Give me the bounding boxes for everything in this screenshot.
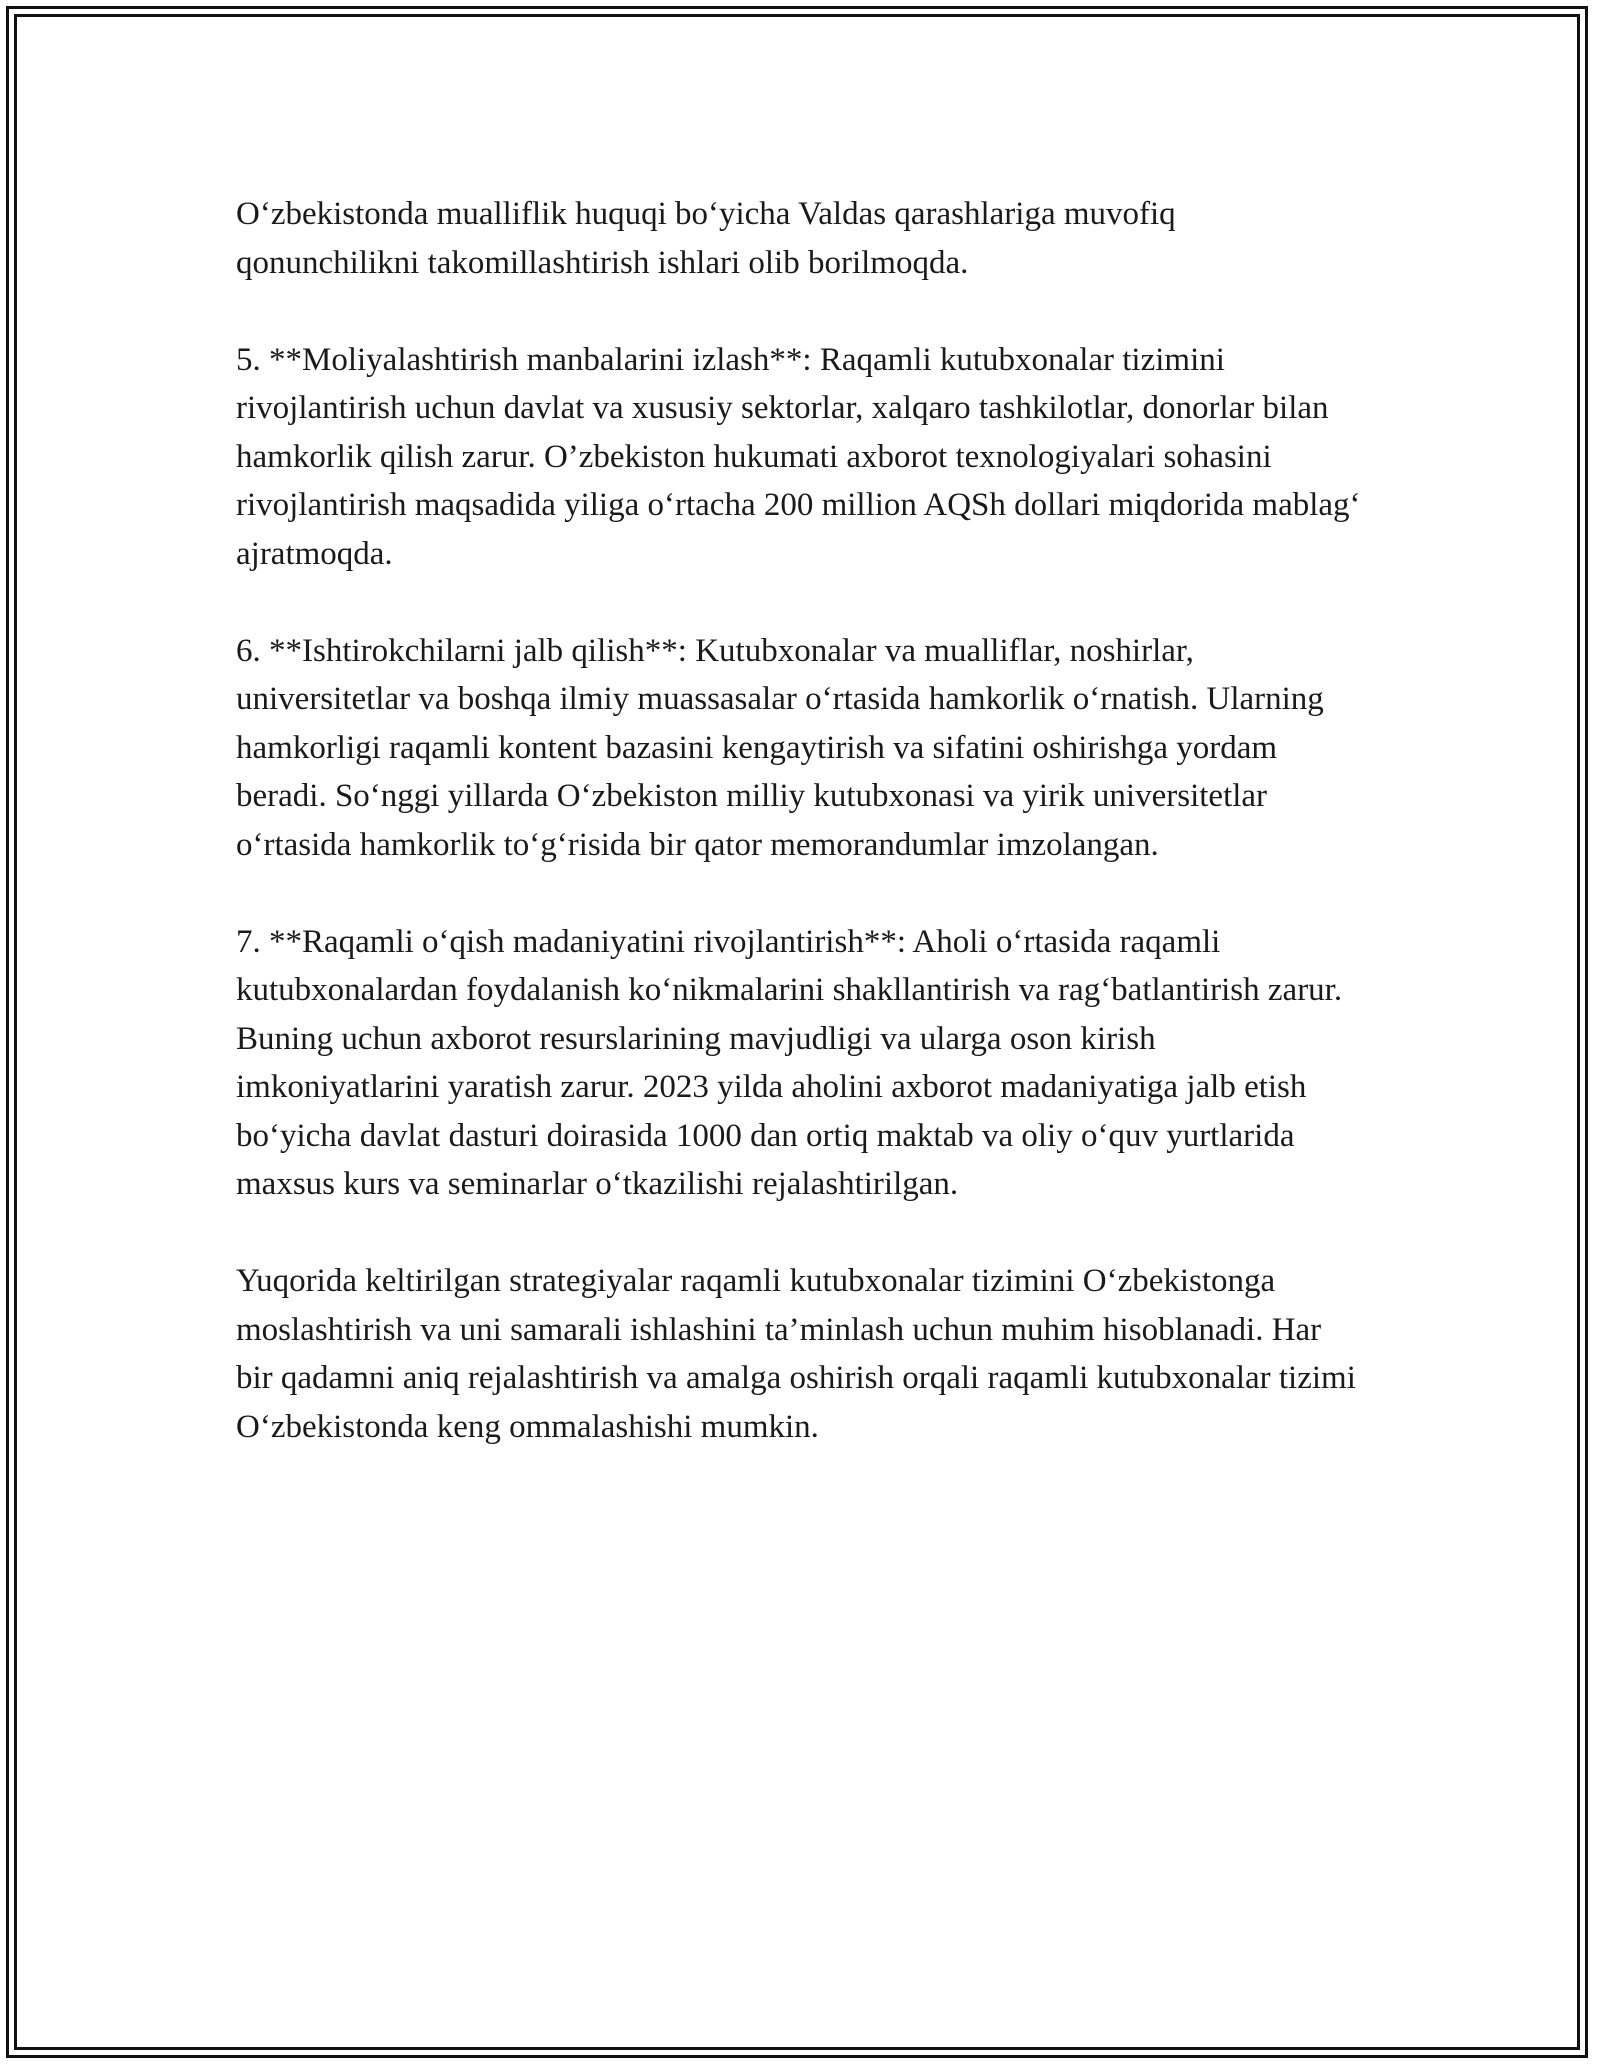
paragraph-reading-culture: 7. **Raqamli o‘qish madaniyatini rivojlantirish**: Aholi o‘rtasida raqamli kutubxonalardan foydalanish ko‘nikmalarini shakllantirish va rag‘batlantirish zarur. Buning uchun axborot resurslarining mavjudligi va ularga oson kirish imkoniyatlarini yaratish zarur. 2023 yilda aholini axborot madaniyatiga jalb etish bo‘yicha davlat dasturi doirasida 1000 dan ortiq maktab va oliy o‘quv yurtlarida maxsus kurs va seminarlar o‘tkazilishi rejalashtirilgan. (236, 923, 1343, 1202)
paragraph-funding-sources: 5. **Moliyalashtirish manbalarini izlash**: Raqamli kutubxonalar tizimini rivojlantirish uchun davlat va xususiy sektorlar, xalqaro tashkilotlar, donorlar bilan hamkorlik qilish zarur. O’zbekiston hukumati axborot texnologiyalari sohasini rivojlantirish maqsadida yiliga o‘rtacha 200 million AQSh dollari miqdorida mablag‘ ajratmoqda. (236, 341, 1361, 572)
document-body (236, 190, 1366, 1500)
paragraph-conclusion: Yuqorida keltirilgan strategiyalar raqamli kutubxonalar tizimini O‘zbekistonga moslashtirish va uni samarali ishlashini ta’minlash uchun muhim hisoblanadi. Har bir qadamni aniq rejalashtirish va amalga oshirish orqali raqamli kutubxonalar tizimi O‘zbekistonda keng ommalashishi mumkin. (236, 1263, 1356, 1445)
paragraph-participants: 6. **Ishtirokchilarni jalb qilish**: Kutubxonalar va mualliflar, noshirlar, universitetlar va boshqa ilmiy muassasalar o‘rtasida hamkorlik o‘rnatish. Ularning hamkorligi raqamli kontent bazasini kengaytirish va sifatini oshirishga yordam beradi. So‘nggi yillarda O‘zbekiston milliy kutubxonasi va yirik universitetlar o‘rtasida hamkorlik to‘g‘risida bir qator memorandumlar imzolangan. (236, 632, 1324, 863)
paragraph-copyright-law: O‘zbekistonda mualliflik huquqi bo‘yicha Valdas qarashlariga muvofiq qonunchilikni takomillashtirish ishlari olib borilmoqda. (236, 196, 1176, 281)
